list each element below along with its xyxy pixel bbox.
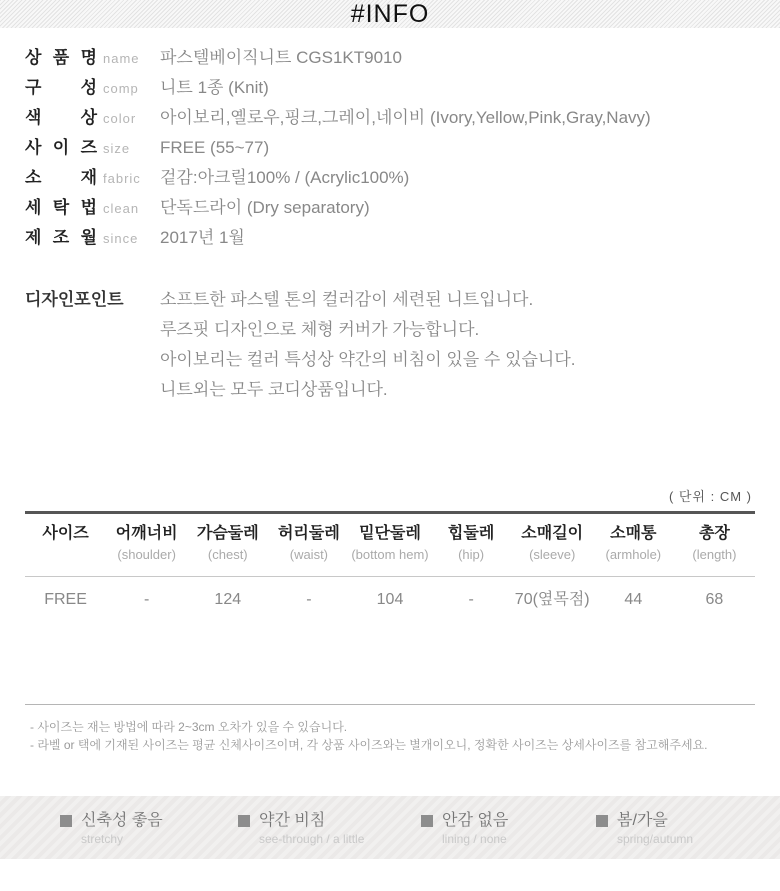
design-point-label: 디자인포인트 — [25, 290, 124, 309]
badge-label-en: spring/autumn — [617, 832, 694, 846]
badge-label-ko: 약간 비침 — [259, 812, 326, 829]
col-length: 총장 (length) — [692, 525, 737, 562]
size-unit-label: ( 단위 : CM ) — [668, 489, 752, 504]
spec-label — [25, 133, 160, 164]
col-size: 사이즈 — [42, 525, 89, 542]
spec-label — [25, 43, 160, 74]
square-bullet-icon — [238, 815, 250, 827]
badge-season — [596, 810, 780, 859]
spec-row-fabric — [25, 163, 780, 193]
spec-value: 2017년 1월 — [160, 228, 245, 247]
spec-value: 아이보리,옐로우,핑크,그레이,네이비 (Ivory,Yellow,Pink,Gray,Navy) — [160, 108, 651, 127]
product-spec-list — [25, 43, 780, 253]
spec-label-ko: 소 재 — [25, 168, 97, 187]
spec-label-en: since — [103, 231, 139, 246]
spec-row-clean — [25, 193, 780, 223]
spec-row-name — [25, 43, 780, 73]
spec-label — [25, 223, 160, 254]
col-shoulder: 어깨너비 (shoulder) — [115, 525, 178, 562]
notes-divider — [25, 704, 755, 705]
col-waist: 허리둘레 (waist) — [277, 525, 340, 562]
spec-label — [25, 193, 160, 224]
size-table-body — [25, 577, 755, 625]
square-bullet-icon — [60, 815, 72, 827]
spec-label-ko: 색 상 — [25, 108, 97, 127]
badge-label-en: see-through / a little — [259, 832, 365, 846]
spec-value: 파스텔베이직니트 CGS1KT9010 — [160, 48, 402, 67]
spec-label-en: color — [103, 111, 137, 126]
cell-size: FREE — [44, 591, 87, 608]
spec-label — [25, 103, 160, 134]
size-notes — [0, 718, 780, 754]
spec-label-en: size — [103, 141, 131, 156]
spec-label-ko: 사 이 즈 — [25, 138, 97, 157]
spec-value: 겉감:아크릴100% / (Acrylic100%) — [160, 168, 410, 187]
badge-see-through — [238, 810, 421, 859]
size-table — [25, 511, 755, 624]
design-point-section — [25, 285, 780, 405]
badge-lining — [421, 810, 596, 859]
spec-label-en: fabric — [103, 171, 141, 186]
badge-label-en: stretchy — [81, 832, 124, 846]
design-point-line: 니트외는 모두 코디상품입니다. — [160, 380, 388, 399]
badge-label-en: lining / none — [442, 832, 507, 846]
cell-armhole: 44 — [624, 591, 643, 608]
col-bottom-hem: 밑단둘레 (bottom hem) — [351, 525, 429, 562]
design-point-line: 아이보리는 컬러 특성상 약간의 비침이 있을 수 있습니다. — [160, 350, 576, 369]
cell-hip: - — [468, 591, 474, 608]
spec-label-en: clean — [103, 201, 140, 216]
cell-length: 68 — [705, 591, 724, 608]
spec-label-ko: 제 조 월 — [25, 228, 97, 247]
cell-chest: 124 — [214, 591, 242, 608]
col-sleeve: 소매길이 (sleeve) — [521, 525, 584, 562]
spec-label-ko: 세 탁 법 — [25, 198, 97, 217]
spec-label — [25, 73, 160, 104]
spec-row-comp — [25, 73, 780, 103]
feature-badge-band — [0, 796, 780, 859]
badge-label-ko: 신축성 좋음 — [81, 812, 163, 829]
spec-value: FREE (55~77) — [160, 138, 270, 157]
spec-row-since — [25, 223, 780, 253]
spec-label-ko: 구 성 — [25, 78, 97, 97]
col-armhole: 소매통 (armhole) — [605, 525, 662, 562]
badge-stretch — [60, 810, 238, 859]
cell-waist: - — [306, 591, 312, 608]
square-bullet-icon — [421, 815, 433, 827]
design-point-line: 루즈핏 디자인으로 체형 커버가 가능합니다. — [160, 320, 480, 339]
size-table-header — [25, 513, 755, 577]
info-header-band — [0, 0, 780, 28]
spec-row-size — [25, 133, 780, 163]
spec-label-en: comp — [103, 81, 139, 96]
note-line: - 라벨 or 택에 기재된 사이즈는 평균 신체사이즈이며, 각 상품 사이즈와는 별개이오니, 정확한 사이즈는 상세사이즈를 참고해주세요. — [30, 738, 708, 752]
design-point-line: 소프트한 파스텔 톤의 컬러감이 세련된 니트입니다. — [160, 290, 534, 309]
cell-bottom-hem: 104 — [376, 591, 404, 608]
spec-label — [25, 163, 160, 194]
page-title: #INFO — [350, 0, 430, 28]
cell-sleeve: 70(옆목점) — [514, 591, 590, 608]
square-bullet-icon — [596, 815, 608, 827]
col-chest: 가슴둘레 (chest) — [196, 525, 259, 562]
spec-value: 단독드라이 (Dry separatory) — [160, 198, 370, 217]
note-line: - 사이즈는 재는 방법에 따라 2~3cm 오차가 있을 수 있습니다. — [30, 720, 348, 734]
design-point-text — [160, 285, 576, 405]
badge-label-ko: 봄/가을 — [617, 812, 668, 829]
spec-label-en: name — [103, 51, 140, 66]
spec-value: 니트 1종 (Knit) — [160, 78, 269, 97]
badge-label-ko: 안감 없음 — [442, 812, 509, 829]
col-hip: 힙둘레 (hip) — [447, 525, 495, 562]
spec-label-ko: 상 품 명 — [25, 48, 97, 67]
size-table-row-free — [25, 577, 755, 625]
cell-shoulder: - — [144, 591, 150, 608]
spec-row-color — [25, 103, 780, 133]
